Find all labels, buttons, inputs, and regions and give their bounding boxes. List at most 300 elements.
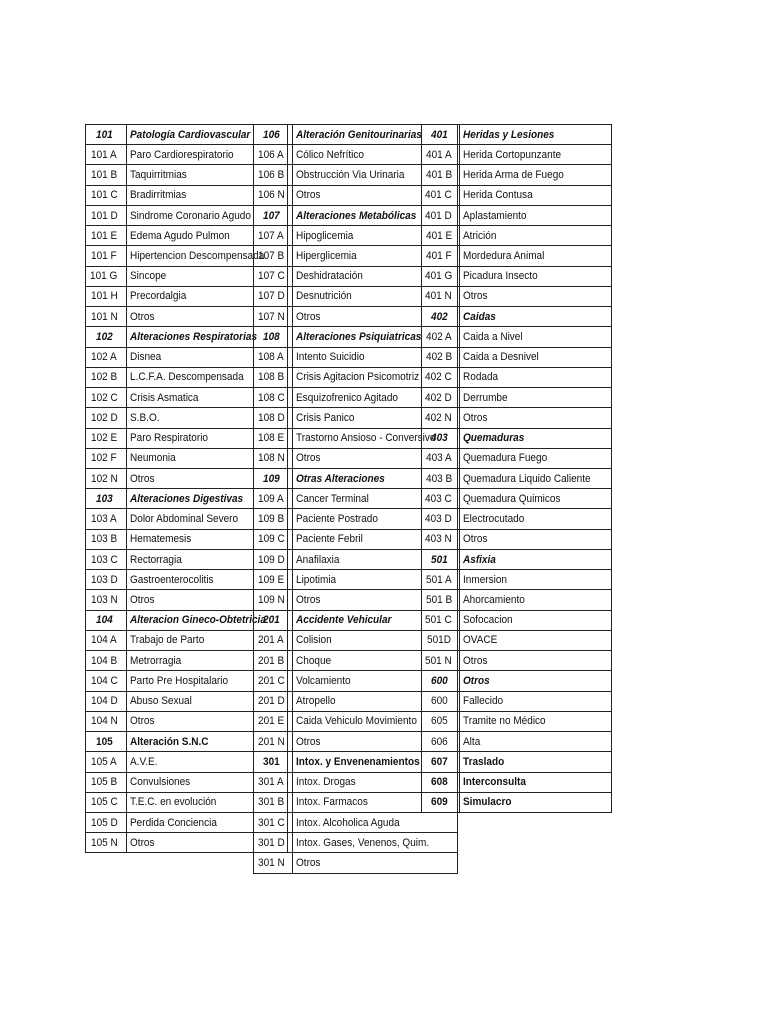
code-cell — [254, 165, 293, 185]
description-cell — [460, 509, 612, 529]
description-text: Herida Contusa — [463, 189, 533, 202]
code-text: 301 A — [258, 776, 285, 789]
description-text: Patología Cardiovascular — [130, 128, 251, 141]
code-cell — [254, 185, 293, 205]
description-text: S.B.O. — [130, 411, 160, 424]
description-cell — [460, 590, 612, 610]
description-cell — [460, 651, 612, 671]
category-title — [460, 125, 612, 145]
code-cell — [86, 266, 127, 286]
description-text: Heridas y Lesiones — [463, 128, 555, 141]
category-code — [86, 610, 127, 630]
code-text: 105 A — [91, 755, 118, 768]
code-row — [422, 509, 612, 529]
code-cell — [86, 509, 127, 529]
code-row — [422, 590, 612, 610]
code-cell — [254, 732, 293, 752]
description-text: Alteración Genitourinarias — [296, 128, 422, 141]
description-text: Choque — [296, 654, 332, 667]
code-text: 401 N — [425, 290, 453, 303]
code-row — [422, 266, 612, 286]
category-code — [86, 125, 127, 145]
code-row — [422, 408, 612, 428]
code-text: 102 F — [91, 452, 118, 465]
code-text: 301 C — [257, 816, 285, 829]
description-text: Intox. Alcoholica Aguda — [296, 816, 400, 829]
description-text: Trastorno Ansioso - Conversivo — [296, 432, 436, 445]
code-text: 105 N — [90, 836, 118, 849]
code-text: 201 C — [257, 674, 285, 687]
code-row — [422, 489, 612, 509]
code-text: 600 — [431, 674, 448, 687]
description-text: Otros — [463, 533, 488, 546]
description-text: Caidas — [463, 310, 496, 323]
code-text: 609 — [431, 796, 448, 809]
description-text: Otros — [296, 594, 321, 606]
code-cell — [86, 549, 127, 569]
code-text: 107 D — [257, 290, 285, 303]
code-cell — [86, 630, 127, 650]
code-cell — [254, 833, 293, 853]
code-cell — [422, 489, 460, 509]
code-text: 102 E — [91, 432, 118, 445]
description-text: Otros — [463, 674, 490, 687]
description-text: Otros — [296, 735, 321, 748]
code-text: 107 C — [257, 270, 285, 283]
code-row — [422, 468, 612, 488]
code-text: 402 B — [425, 351, 452, 364]
category-title — [460, 549, 612, 569]
code-cell — [86, 246, 127, 266]
description-text: Mordedura Animal — [463, 250, 545, 263]
code-cell — [254, 509, 293, 529]
category-code — [254, 610, 293, 630]
description-text: Alteracion Gineco-Obtetricia — [130, 614, 266, 627]
code-text: 109 E — [258, 573, 285, 586]
code-cell — [86, 286, 127, 306]
code-cell — [422, 448, 460, 468]
code-cell — [422, 205, 460, 225]
code-cell — [86, 812, 127, 832]
category-header-row — [422, 307, 612, 327]
code-text: 103 B — [91, 533, 118, 546]
code-text: 103 — [96, 492, 114, 505]
code-cell — [86, 711, 127, 731]
code-text: 101 F — [91, 250, 118, 263]
description-text: Electrocutado — [463, 513, 525, 526]
code-cell — [254, 266, 293, 286]
code-cell — [86, 792, 127, 812]
description-cell — [460, 448, 612, 468]
code-text: 102 B — [91, 371, 118, 384]
code-cell — [254, 448, 293, 468]
description-text: Crisis Panico — [296, 411, 355, 424]
code-text: 109 N — [257, 594, 285, 606]
code-text: 109 B — [258, 513, 285, 526]
code-text: 301 N — [257, 857, 285, 870]
description-cell — [460, 327, 612, 347]
code-cell — [86, 448, 127, 468]
code-row — [422, 327, 612, 347]
description-text: Quemadura Liquido Caliente — [463, 472, 591, 485]
category-code — [86, 732, 127, 752]
code-row — [422, 732, 612, 752]
description-cell — [460, 246, 612, 266]
code-text: 201 N — [257, 735, 285, 748]
code-text: 101 — [96, 128, 114, 141]
description-text: Fallecido — [463, 695, 504, 708]
description-text: Metrorragia — [130, 654, 182, 667]
code-text: 102 N — [90, 472, 118, 485]
description-text: Caida a Desnivel — [463, 351, 539, 364]
category-code — [254, 752, 293, 772]
category-code — [254, 125, 293, 145]
code-text: 401 E — [425, 229, 452, 242]
description-text: Crisis Agitacion Psicomotriz — [296, 371, 420, 384]
description-text: Atrición — [463, 229, 497, 242]
category-header-row — [422, 428, 612, 448]
category-code — [86, 489, 127, 509]
description-text: OVACE — [463, 634, 498, 647]
code-text: 301 — [263, 755, 281, 768]
code-text: 402 A — [425, 330, 452, 343]
code-text: 403 B — [425, 472, 452, 485]
code-cell — [422, 630, 460, 650]
category-title — [460, 428, 612, 448]
code-text: 401 D — [425, 209, 453, 222]
description-text: Aplastamiento — [463, 209, 527, 222]
category-header-row — [422, 125, 612, 145]
description-cell — [460, 570, 612, 590]
code-cell — [86, 367, 127, 387]
description-text: Alteraciones Psiquiatricas — [296, 330, 422, 343]
code-text: 402 C — [425, 371, 453, 384]
code-text: 301 B — [258, 796, 285, 809]
code-text: 501D — [426, 634, 451, 647]
code-text: 104 D — [90, 695, 118, 708]
code-cell — [422, 529, 460, 549]
code-cell — [254, 651, 293, 671]
description-text: Otros — [463, 411, 488, 424]
description-text: Esquizofrenico Agitado — [296, 391, 398, 404]
code-cell — [86, 347, 127, 367]
code-text: 402 D — [425, 391, 453, 404]
code-cell — [86, 651, 127, 671]
description-text: Alteraciones Respiratorias — [130, 330, 258, 343]
code-text: 401 B — [425, 169, 452, 182]
description-text: L.C.F.A. Descompensada — [130, 371, 244, 384]
code-cell — [254, 246, 293, 266]
description-text: Otros — [130, 472, 155, 485]
code-row — [254, 812, 458, 832]
code-text: 102 C — [90, 391, 118, 404]
code-text: 600 — [431, 695, 448, 708]
code-text: 501 B — [425, 594, 452, 606]
code-text: 105 — [96, 735, 114, 748]
code-text: 105 C — [90, 796, 118, 809]
code-cell — [422, 468, 460, 488]
category-code — [422, 307, 460, 327]
description-text: Otros — [130, 594, 155, 606]
description-text: Otros — [463, 654, 488, 667]
code-text: 403 C — [425, 492, 453, 505]
code-row — [422, 165, 612, 185]
code-cell — [86, 145, 127, 165]
code-text: 402 — [431, 310, 448, 323]
code-text: 104 — [96, 614, 114, 627]
code-cell — [254, 671, 293, 691]
code-text: 201 D — [257, 695, 285, 708]
code-text: 606 — [431, 735, 448, 748]
code-row — [422, 711, 612, 731]
code-text: 401 F — [425, 250, 452, 263]
code-cell — [422, 408, 460, 428]
description-text: Quemaduras — [463, 432, 525, 445]
code-row — [422, 388, 612, 408]
code-text: 106 B — [258, 169, 285, 182]
description-text: Hematemesis — [130, 533, 192, 546]
description-text: Paro Cardiorespiratorio — [130, 148, 234, 161]
code-row — [254, 853, 458, 873]
description-text: A.V.E. — [130, 755, 158, 768]
description-cell — [460, 408, 612, 428]
description-cell — [293, 812, 458, 832]
code-text: 403 A — [425, 452, 452, 465]
code-text: 101 B — [91, 169, 118, 182]
description-text: Intox. Farmacos — [296, 796, 368, 809]
description-cell — [460, 367, 612, 387]
code-cell — [254, 428, 293, 448]
description-text: Sincope — [130, 270, 167, 283]
code-cell — [86, 691, 127, 711]
code-text: 108 A — [258, 351, 285, 364]
category-title — [460, 307, 612, 327]
code-text: 103 N — [90, 594, 118, 606]
code-cell — [254, 145, 293, 165]
description-text: Perdida Conciencia — [130, 816, 217, 829]
code-cell — [254, 408, 293, 428]
description-text: Otros — [130, 310, 155, 323]
code-text: 607 — [431, 755, 448, 768]
description-text: Interconsulta — [463, 776, 526, 789]
code-text: 106 — [263, 128, 281, 141]
code-text: 501 A — [425, 573, 452, 586]
code-cell — [422, 367, 460, 387]
description-text: Intox. y Envenenamientos — [296, 755, 420, 768]
description-text: Otros — [296, 452, 321, 465]
code-cell — [86, 307, 127, 327]
code-text: 101 N — [90, 310, 118, 323]
code-cell — [86, 529, 127, 549]
code-cell — [422, 691, 460, 711]
code-cell — [86, 226, 127, 246]
description-cell — [460, 711, 612, 731]
description-text: Precordalgia — [130, 290, 187, 303]
code-text: 201 — [263, 614, 281, 627]
description-text: Otros — [296, 857, 321, 870]
code-text: 108 — [263, 330, 281, 343]
description-cell — [460, 347, 612, 367]
description-text: Otros — [296, 310, 321, 323]
code-row — [254, 833, 458, 853]
description-cell — [460, 185, 612, 205]
description-text: Herida Cortopunzante — [463, 148, 562, 161]
description-text: Neumonia — [130, 452, 176, 465]
description-text: Ahorcamiento — [463, 594, 525, 606]
description-text: Dolor Abdominal Severo — [130, 513, 239, 526]
description-text: Alteraciones Digestivas — [130, 492, 244, 505]
description-cell — [460, 691, 612, 711]
description-text: Otros — [130, 836, 155, 849]
code-cell — [422, 610, 460, 630]
code-text: 501 C — [425, 614, 453, 627]
code-text: 201 A — [258, 634, 285, 647]
code-text: 105 D — [90, 816, 118, 829]
description-text: Hipertencion Descompensada — [130, 250, 265, 263]
category-header-row — [422, 549, 612, 569]
code-cell — [422, 165, 460, 185]
code-cell — [254, 286, 293, 306]
category-title — [460, 752, 612, 772]
description-text: Sofocacion — [463, 614, 513, 627]
code-cell — [86, 772, 127, 792]
description-text: Gastroenterocolitis — [130, 573, 214, 586]
code-cell — [254, 691, 293, 711]
description-text: Otros — [296, 189, 321, 202]
description-text: Paciente Febril — [296, 533, 363, 546]
description-text: Parto Pre Hospitalario — [130, 674, 229, 687]
code-cell — [422, 590, 460, 610]
description-text: Otros — [463, 290, 488, 303]
code-text: 401 — [431, 128, 448, 141]
category-header-row — [422, 752, 612, 772]
code-text: 605 — [431, 715, 448, 728]
code-text: 106 A — [258, 148, 285, 161]
description-text: Trabajo de Parto — [130, 634, 205, 647]
code-row — [422, 610, 612, 630]
code-text: 103 A — [91, 513, 118, 526]
code-cell — [254, 307, 293, 327]
code-cell — [86, 752, 127, 772]
description-text: Colision — [296, 634, 332, 647]
code-cell — [254, 711, 293, 731]
code-cell — [422, 570, 460, 590]
description-text: Bradirritmias — [130, 189, 187, 202]
code-cell — [422, 347, 460, 367]
code-cell — [86, 408, 127, 428]
code-cell — [422, 732, 460, 752]
category-header-row — [422, 772, 612, 792]
code-cell — [254, 226, 293, 246]
code-text: 104 N — [90, 715, 118, 728]
code-row — [422, 630, 612, 650]
code-row — [422, 570, 612, 590]
code-cell — [254, 549, 293, 569]
description-text: Alta — [463, 735, 481, 748]
description-cell — [460, 165, 612, 185]
code-cell — [254, 792, 293, 812]
description-text: Rodada — [463, 371, 499, 384]
description-cell — [293, 853, 458, 873]
description-text: Intox. Gases, Venenos, Quim. — [296, 836, 430, 849]
code-text: 109 A — [258, 492, 285, 505]
description-text: Inmersion — [463, 573, 508, 586]
code-cell — [86, 165, 127, 185]
description-text: Cólico Nefrítico — [296, 148, 364, 161]
description-text: Picadura Insecto — [463, 270, 538, 283]
code-cell — [86, 570, 127, 590]
code-text: 108 D — [257, 411, 285, 424]
category-code — [422, 772, 460, 792]
code-text: 107 B — [258, 250, 285, 263]
code-cell — [254, 529, 293, 549]
category-code — [254, 327, 293, 347]
code-cell — [422, 266, 460, 286]
description-text: Alteraciones Metabólicas — [296, 209, 417, 222]
code-cell — [422, 509, 460, 529]
code-text: 108 N — [257, 452, 285, 465]
code-cell — [422, 327, 460, 347]
code-text: 105 B — [91, 776, 118, 789]
code-text: 104 A — [91, 634, 118, 647]
description-text: T.E.C. en evolución — [130, 796, 217, 809]
code-text: 109 C — [257, 533, 285, 546]
description-cell — [460, 226, 612, 246]
code-text: 107 N — [257, 310, 285, 323]
description-text: Atropello — [296, 695, 336, 708]
description-text: Asfixia — [463, 553, 496, 566]
code-cell — [254, 812, 293, 832]
code-table-column-3 — [421, 124, 612, 813]
description-cell — [460, 205, 612, 225]
description-text: Lipotimia — [296, 573, 337, 586]
description-cell — [460, 145, 612, 165]
code-cell — [422, 711, 460, 731]
category-header-row — [422, 792, 612, 812]
code-text: 101 G — [90, 270, 118, 283]
category-code — [422, 125, 460, 145]
description-text: Intox. Drogas — [296, 776, 356, 789]
description-text: Deshidratación — [296, 270, 363, 283]
code-text: 101 E — [91, 229, 118, 242]
description-cell — [460, 286, 612, 306]
category-code — [254, 468, 293, 488]
code-text: 101 A — [91, 148, 118, 161]
category-code — [422, 549, 460, 569]
description-cell — [460, 266, 612, 286]
description-cell — [460, 489, 612, 509]
category-code — [422, 752, 460, 772]
category-title — [460, 792, 612, 812]
code-text: 108 B — [258, 371, 285, 384]
code-row — [422, 347, 612, 367]
code-row — [422, 529, 612, 549]
description-text: Paciente Postrado — [296, 513, 378, 526]
code-text: 102 — [96, 330, 114, 343]
code-text: 107 A — [258, 229, 285, 242]
description-text: Simulacro — [463, 796, 512, 809]
description-text: Disnea — [130, 351, 162, 364]
description-text: Quemadura Fuego — [463, 452, 548, 465]
description-cell — [460, 610, 612, 630]
code-cell — [86, 388, 127, 408]
description-text: Edema Agudo Pulmon — [130, 229, 230, 242]
code-text: 401 G — [425, 270, 453, 283]
code-text: 103 C — [90, 553, 118, 566]
code-text: 106 N — [257, 189, 285, 202]
description-cell — [460, 468, 612, 488]
code-cell — [254, 347, 293, 367]
